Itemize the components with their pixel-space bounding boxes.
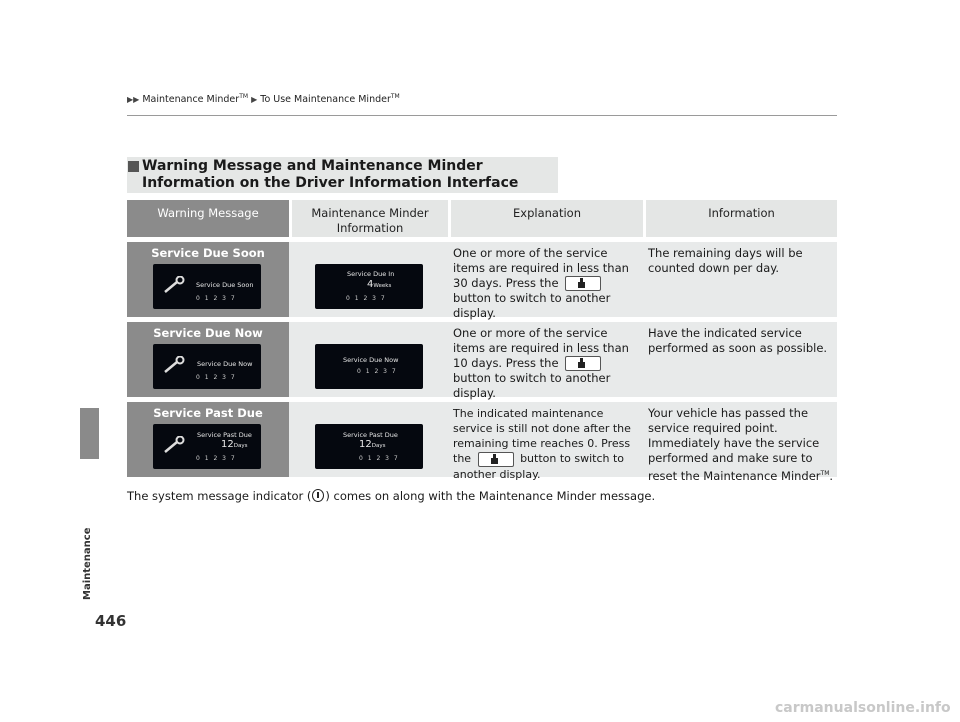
odometer: 0 1 2 3 7 — [359, 455, 400, 462]
header-divider — [127, 115, 837, 116]
screen-text: Service Past Due — [197, 431, 252, 439]
breadcrumb-part1: Maintenance Minder — [142, 94, 240, 106]
warning-screen — [153, 344, 261, 389]
row-label: Service Due Soon — [151, 246, 265, 260]
header-minder-info: Maintenance Minder Information — [292, 200, 448, 237]
explanation-text: One or more of the service items are required in less than 30 days. Press the button to switch to another display. — [453, 246, 629, 320]
screen-text: Service Due Soon — [196, 281, 254, 289]
chapter-tab — [80, 408, 99, 459]
information-text: Your vehicle has passed the service required point. Immediately have the service performed and make sure to reset the Maintenance Minder™. — [648, 406, 834, 483]
tm-mark: TM — [390, 93, 400, 100]
explanation-text: One or more of the service items are required in less than 10 days. Press the button to switch to another display. — [453, 326, 629, 400]
system-message-indicator-icon — [312, 489, 324, 502]
row-label: Service Past Due — [153, 406, 263, 420]
warning-screen — [153, 424, 261, 469]
breadcrumb — [127, 93, 400, 105]
screen-value: 4Weeks — [367, 279, 392, 290]
select-thumbwheel-icon — [565, 276, 601, 291]
header-explanation: Explanation — [451, 200, 643, 237]
row-label-cell — [127, 402, 289, 477]
screen-text: Service Due In — [347, 270, 395, 278]
screen-text: Service Due Now — [197, 360, 253, 368]
header-warning-message: Warning Message — [127, 200, 289, 237]
breadcrumb-part2: To Use Maintenance Minder — [260, 94, 391, 106]
section-title: Warning Message and Maintenance Minder Information on the Driver Information Interface — [142, 158, 519, 191]
row-label-cell — [127, 242, 289, 317]
information-text: Have the indicated service performed as soon as possible. — [648, 326, 828, 355]
table-row — [127, 322, 837, 400]
screen-value: 12Days — [221, 439, 248, 450]
page-number: 446 — [95, 612, 127, 630]
wrench-icon — [163, 276, 187, 294]
table-row — [127, 402, 837, 483]
chapter-label: Maintenance — [82, 527, 93, 600]
screen-text: Service Due Now — [343, 356, 399, 364]
screen-text: Service Past Due — [343, 431, 398, 439]
warning-screen — [153, 264, 261, 309]
odometer: 0 1 2 3 7 — [357, 368, 398, 375]
minder-screen — [315, 344, 423, 389]
row-label-cell — [127, 322, 289, 397]
information-text: The remaining days will be counted down per day. — [648, 246, 803, 275]
tm-mark: TM — [239, 93, 249, 100]
breadcrumb-arrow-icon: ▶▶ — [127, 95, 140, 105]
table-row — [127, 242, 837, 320]
section-bullet-icon — [128, 161, 139, 172]
select-thumbwheel-icon — [565, 356, 601, 371]
breadcrumb-arrow-icon: ▶ — [251, 95, 258, 105]
odometer: 0 1 2 3 7 — [346, 295, 387, 302]
wrench-icon — [163, 356, 187, 374]
minder-screen — [315, 264, 423, 309]
row-label: Service Due Now — [153, 326, 263, 340]
minder-screen — [315, 424, 423, 469]
screen-value: 12Days — [359, 439, 386, 450]
watermark: carmanualsonline.info — [775, 700, 951, 716]
select-thumbwheel-icon — [478, 452, 514, 467]
header-information: Information — [646, 200, 837, 237]
odometer: 0 1 2 3 7 — [196, 295, 237, 302]
explanation-text: The indicated maintenance service is still not done after the remaining time reaches 0. Press the button to switch to another display. — [453, 407, 631, 481]
odometer: 0 1 2 3 7 — [196, 455, 237, 462]
odometer: 0 1 2 3 7 — [196, 374, 237, 381]
footer-note: The system message indicator ( ) comes on along with the Maintenance Minder message. — [127, 489, 656, 503]
wrench-icon — [163, 436, 187, 454]
